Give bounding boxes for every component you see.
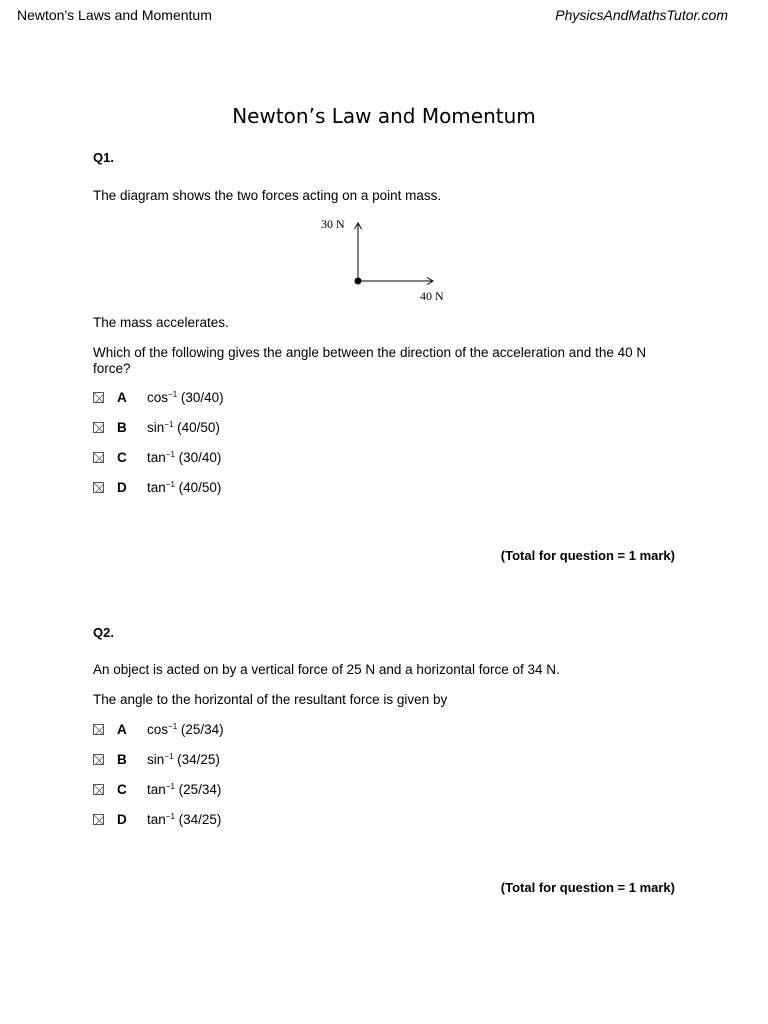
q1-line2: The mass accelerates. (93, 315, 229, 330)
label-40n: 40 N (420, 289, 444, 303)
point-mass (355, 278, 362, 285)
option-letter: A (117, 722, 127, 737)
checkbox[interactable] (93, 452, 104, 463)
q1-question: Which of the following gives the angle between the direction of the acceleration and the 40 N force? (93, 345, 647, 376)
option-expression: $\cos^{-1} (30/40)$ (147, 390, 224, 405)
checkbox[interactable] (93, 724, 104, 735)
option-letter: C (117, 782, 127, 797)
q2-number: Q2. (93, 625, 114, 640)
option-expression: $\sin^{-1} (34/25)$ (147, 752, 220, 767)
option-expression: $\tan^{-1} (30/40)$ (147, 450, 222, 465)
checkbox[interactable] (93, 814, 104, 825)
option-expression: $\sin^{-1} (40/50)$ (147, 420, 220, 435)
q2-intro: An object is acted on by a vertical force of 25 N and a horizontal force of 34 N. (93, 662, 560, 677)
q1-force-diagram (0, 210, 768, 310)
option-letter: A (117, 390, 127, 405)
option-letter: D (117, 480, 127, 495)
checkbox[interactable] (93, 754, 104, 765)
q1-total-marks: (Total for question = 1 mark) (500, 548, 675, 563)
option-expression: $\tan^{-1} (34/25)$ (147, 812, 222, 827)
option-expression: $\tan^{-1} (40/50)$ (147, 480, 222, 495)
option-letter: C (117, 450, 127, 465)
q1-number: Q1. (93, 150, 114, 165)
option-expression: $\tan^{-1} (25/34)$ (147, 782, 222, 797)
q1-intro: The diagram shows the two forces acting on a point mass. (93, 188, 442, 203)
q2-question: The angle to the horizontal of the resultant force is given by (93, 692, 448, 707)
option-letter: B (117, 752, 127, 767)
option-expression: $\cos^{-1} (25/34)$ (147, 722, 224, 737)
label-30n: 30 N (321, 217, 345, 231)
checkbox[interactable] (93, 482, 104, 493)
option-letter: D (117, 812, 127, 827)
header-site-name: PhysicsAndMathsTutor.com (555, 7, 728, 23)
checkbox[interactable] (93, 392, 104, 403)
header-document-title: Newton's Laws and Momentum (17, 7, 212, 23)
page-title: Newton’s Law and Momentum (232, 104, 536, 128)
option-letter: B (117, 420, 127, 435)
q2-total-marks: (Total for question = 1 mark) (500, 880, 675, 895)
checkbox[interactable] (93, 422, 104, 433)
checkbox[interactable] (93, 784, 104, 795)
